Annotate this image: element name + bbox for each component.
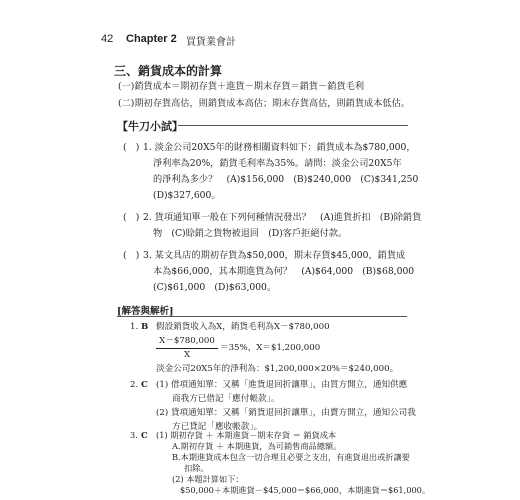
section-line-1: (一)銷貨成本＝期初存貨＋進貨－期末存貨＝銷貨－銷貨毛利 xyxy=(118,81,365,92)
answer-3-line-4: 扣除。 xyxy=(184,463,209,473)
answer-3-number: 3. xyxy=(130,430,138,440)
question-1-answer-blank: ( ) xyxy=(123,142,140,153)
answer-1-number: 1. xyxy=(130,322,139,332)
answer-2-letter: C xyxy=(141,380,148,390)
question-2-line-2: 物 (C)賒銷之貨物被退回 (D)客戶拒絕付款。 xyxy=(153,228,348,239)
answer-1-line-1: 假設銷貨收入為X，銷貨毛利為X－$780,000 xyxy=(156,322,330,332)
answer-3-line-1: (1) 期初存貨 ＋ 本期進貨－期末存貨 ＝ 銷貨成本 xyxy=(156,430,337,440)
answer-2-line-3: (2) 貸項通知單：又稱「銷貨退回折讓單」，由賣方開立，通知公司我 xyxy=(156,408,416,418)
answer-3-letter: C xyxy=(141,430,148,440)
question-1-line-3: 的淨利為多少？ (A)$156,000 (B)$240,000 (C)$341,250 xyxy=(153,174,419,185)
quiz-label: 【牛刀小試】 xyxy=(117,120,183,133)
answer-2-number: 2. xyxy=(130,380,139,390)
chapter-title: 買貨業會計 xyxy=(186,37,236,48)
answers-divider xyxy=(117,316,407,317)
quiz-divider xyxy=(178,125,408,126)
question-3-line-1: 3. 某文具店的期初存貨為$50,000，期末存貨$45,000，銷貨成 xyxy=(143,250,406,261)
answer-3-line-2: A.期初存貨 ＋ 本期進貨，為可銷售商品總額。 xyxy=(172,441,342,451)
answer-2-line-2: 商我方已借記「應付帳款」。 xyxy=(172,394,280,404)
chapter-label: Chapter 2 xyxy=(126,33,177,45)
answers-label: [解答與解析] xyxy=(117,306,174,317)
question-2-answer-blank: ( ) xyxy=(123,212,140,223)
answer-1-letter: B xyxy=(141,322,149,332)
question-3-line-2: 本為$66,000，其本期進貨為何？ (A)$64,000 (B)$68,000 xyxy=(153,266,415,277)
question-1-line-1: 1. 淡金公司20X5年的財務相關資料如下：銷貨成本為$780,000， xyxy=(143,142,416,153)
question-3-line-3: (C)$61,000 (D)$63,000。 xyxy=(153,282,277,293)
question-1-line-4: (D)$327,600。 xyxy=(153,190,221,201)
page-number: 42 xyxy=(101,33,114,45)
section-title: 三、銷貨成本的計算 xyxy=(114,64,223,78)
section-line-2: (二)期初存貨高估，則銷貨成本高估；期末存貨高估，則銷貨成本低估。 xyxy=(118,98,410,109)
answer-1-fraction-numerator: X－$780,000 xyxy=(159,336,215,346)
answer-2-line-1: (1) 借項通知單：又稱「進貨退回折讓單」，由買方開立，通知供應 xyxy=(156,380,408,390)
answer-1-equation: ＝35%，X＝$1,200,000 xyxy=(220,343,321,353)
answer-2-line-4: 方已貸記「應收帳款」。 xyxy=(172,422,263,432)
question-3-answer-blank: ( ) xyxy=(123,250,140,261)
answer-1-fraction-denominator: X xyxy=(183,350,191,360)
answer-3-line-5: (2) 本題計算如下： xyxy=(172,474,244,484)
question-2-line-1: 2. 貨項通知單一般在下列何種情況發出？ (A)進貨折扣 (B)除銷貨 xyxy=(143,212,422,223)
answer-3-line-3: B.本期進貨成本包含一切合理且必要之支出，有進貨退出或折讓要 xyxy=(172,452,410,462)
answer-1-line-3: 淡金公司20X5年的淨利為：$1,200,000×20%＝$240,000。 xyxy=(156,364,399,374)
answer-3-line-6: $50,000＋本期進貨－$45,000＝$66,000，本期進貨＝$61,000。 xyxy=(180,485,431,495)
question-1-line-2: 淨利率為20%，銷貨毛利率為35%。請問：淡金公司20X5年 xyxy=(153,158,402,169)
